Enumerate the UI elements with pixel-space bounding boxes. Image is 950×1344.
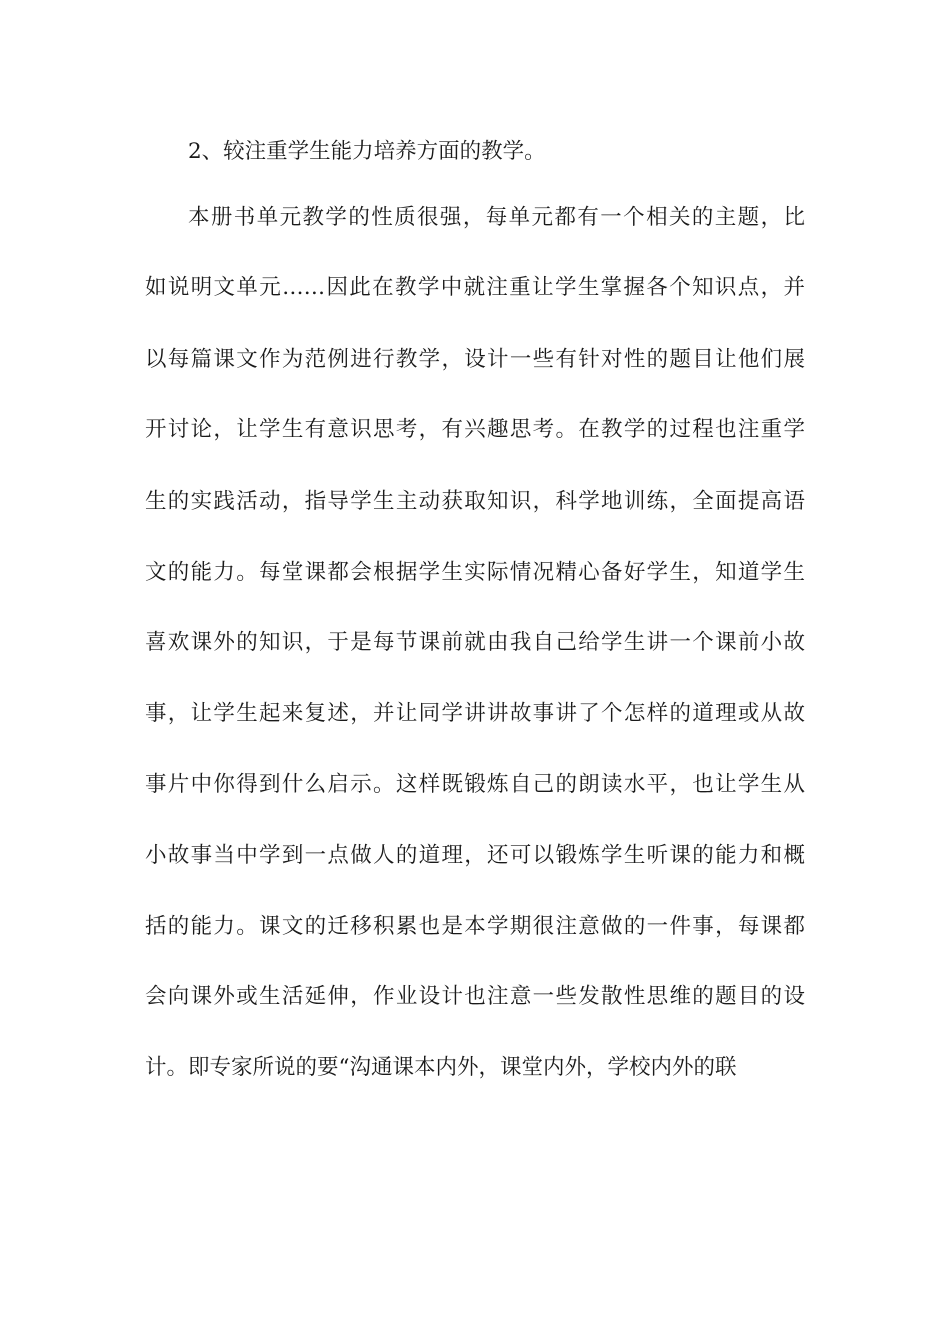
paragraph-line: 以每篇课文作为范例进行教学，设计一些有针对性的题目让他们展 (145, 347, 805, 372)
paragraph-line: 如说明文单元……因此在教学中就注重让学生掌握各个知识点，并 (145, 275, 805, 300)
paragraph-line: 喜欢课外的知识，于是每节课前就由我自己给学生讲一个课前小故 (145, 630, 805, 655)
paragraph-line: 事片中你得到什么启示。这样既锻炼自己的朗读水平，也让学生从 (145, 772, 805, 797)
paragraph-line: 小故事当中学到一点做人的道理，还可以锻炼学生听课的能力和概 (145, 843, 805, 868)
paragraph-line: 本册书单元教学的性质很强，每单元都有一个相关的主题，比 (188, 205, 805, 230)
paragraph-line: 文的能力。每堂课都会根据学生实际情况精心备好学生，知道学生 (145, 560, 805, 585)
paragraph-line: 括的能力。课文的迁移积累也是本学期很注意做的一件事，每课都 (145, 914, 805, 939)
paragraph-line: 会向课外或生活延伸，作业设计也注意一些发散性思维的题目的设 (145, 984, 805, 1009)
section-heading: 2、较注重学生能力培养方面的教学。 (188, 139, 546, 164)
paragraph-line: 计。即专家所说的要“沟通课本内外，课堂内外，学校内外的联 (145, 1055, 737, 1080)
paragraph-line: 生的实践活动，指导学生主动获取知识，科学地训练，全面提高语 (145, 489, 805, 514)
paragraph-line: 事，让学生起来复述，并让同学讲讲故事讲了个怎样的道理或从故 (145, 701, 805, 726)
paragraph-line: 开讨论，让学生有意识思考，有兴趣思考。在教学的过程也注重学 (145, 417, 805, 442)
